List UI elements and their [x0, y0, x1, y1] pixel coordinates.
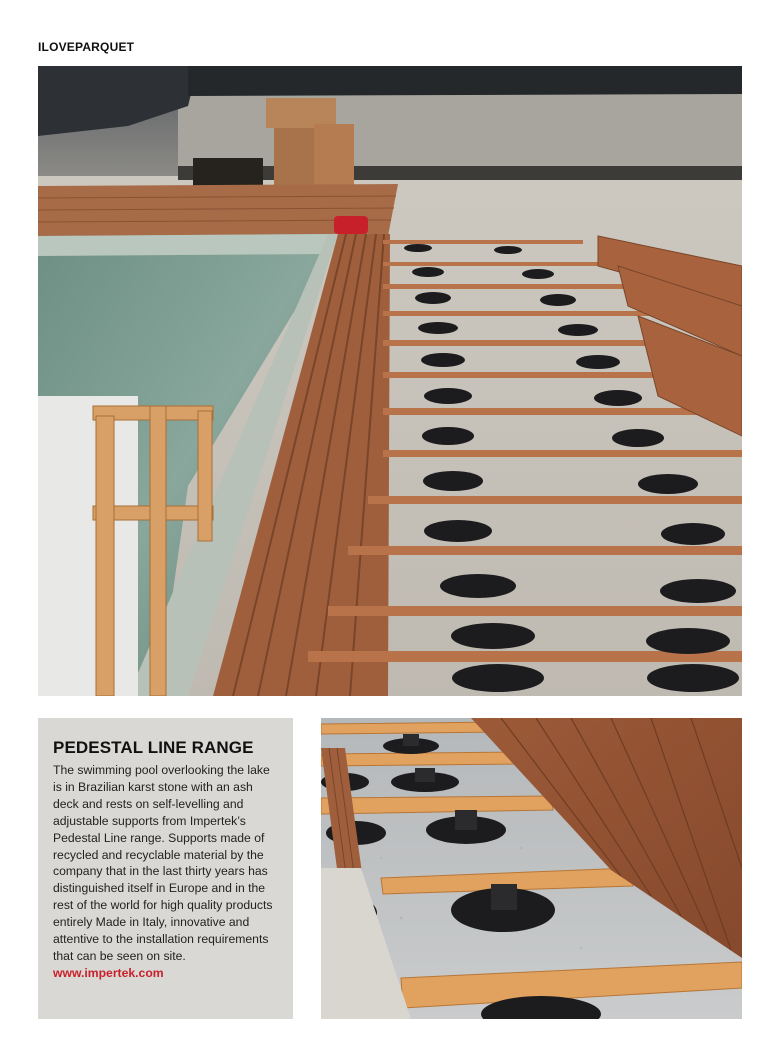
pedestal-closeup-photo	[321, 718, 742, 1019]
caption-title: PEDESTAL LINE RANGE	[53, 738, 254, 757]
deck-installation-photo	[38, 66, 742, 696]
caption-body: The swimming pool overlooking the lake is in Brazilian karst stone with an ash deck and rests on self-levelling and adjustable supports from Impertek’s Pedestal Line range. Supports made of recycled and recyclable material by the company that in the last thirty years has distinguished itself in Europe and in the rest of the world for high quality products entirely Made in Italy, innovative and attentive to the installation requirements that can be seen on site.	[53, 763, 273, 963]
caption-box	[38, 718, 293, 1019]
magazine-brand: ILOVEPARQUET	[38, 40, 135, 54]
website-link[interactable]: www.impertek.com	[53, 965, 164, 980]
